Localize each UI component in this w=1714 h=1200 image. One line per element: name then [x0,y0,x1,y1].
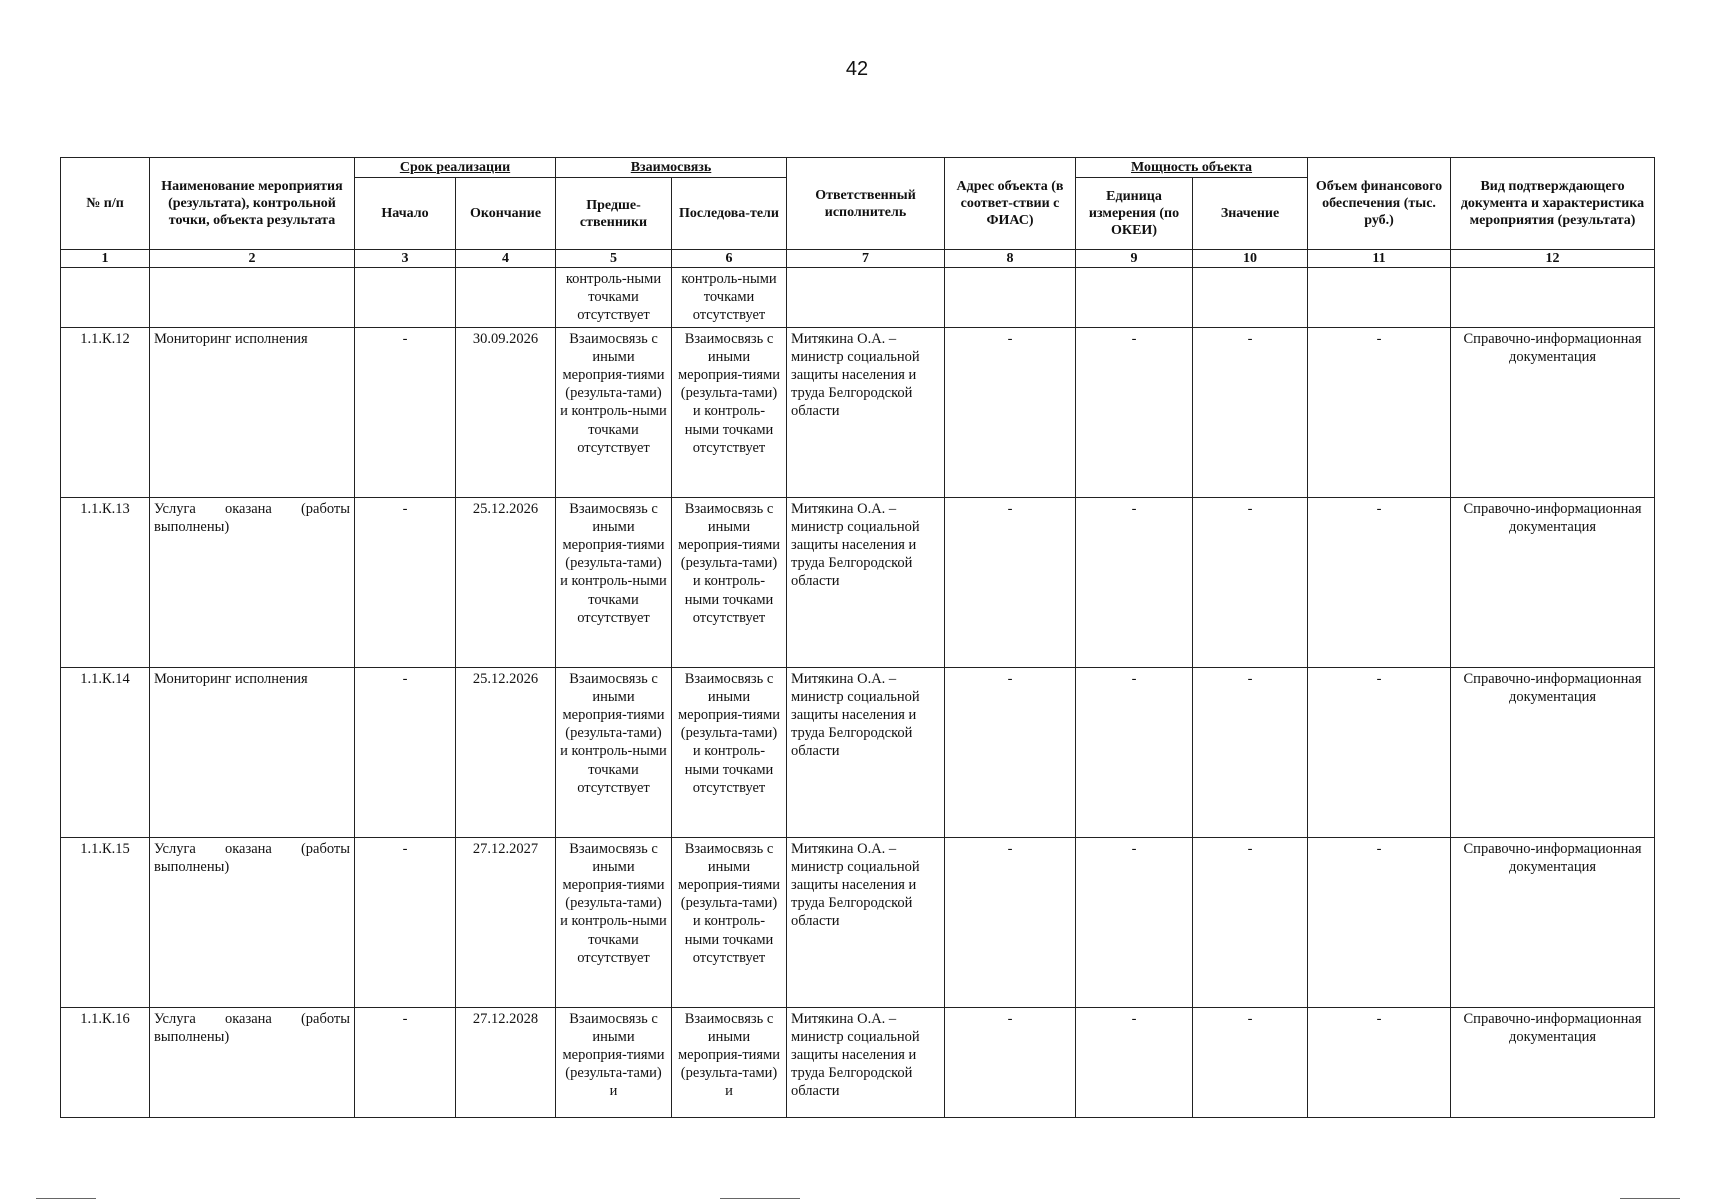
col-number: 2 [150,250,355,268]
header-document: Вид подтверждающего документа и характеристика мероприятия (результата) [1451,158,1655,250]
row-address: - [945,497,1076,667]
row-name: Мониторинг исполнения [150,327,355,497]
row-document: Справочно-информационная документация [1451,497,1655,667]
col-number: 1 [61,250,150,268]
row-address: - [945,327,1076,497]
col-number: 8 [945,250,1076,268]
table-row [61,837,1655,1007]
row-name: Мониторинг исполнения [150,667,355,837]
row-finance: - [1308,497,1451,667]
continuation-predecessors: контроль-ными точками отсутствует [556,268,672,328]
footer-rule [36,1198,96,1199]
col-number: 7 [787,250,945,268]
row-predecessors: Взаимосвязь с иными мероприя-тиями (результа-тами) и контроль-ными точками отсутствует [556,667,672,837]
row-end: 27.12.2027 [456,837,556,1007]
row-start: - [355,837,456,1007]
row-responsible: Митякина О.А. – министр социальной защиты населения и труда Белгородской области [787,837,945,1007]
row-responsible: Митякина О.А. – министр социальной защиты населения и труда Белгородской области [787,1007,945,1117]
col-number: 10 [1193,250,1308,268]
col-number: 5 [556,250,672,268]
row-address: - [945,1007,1076,1117]
row-id: 1.1.К.12 [61,327,150,497]
header-no: № п/п [61,158,150,250]
row-end: 30.09.2026 [456,327,556,497]
col-number: 11 [1308,250,1451,268]
row-unit: - [1076,497,1193,667]
column-numbers-row [61,250,1655,268]
continuation-successors: контроль-ными точками отсутствует [672,268,787,328]
page-number: 42 [845,58,869,80]
row-predecessors: Взаимосвязь с иными мероприя-тиями (результа-тами) и контроль-ными точками отсутствует [556,327,672,497]
row-start: - [355,1007,456,1117]
row-successors: Взаимосвязь с иными мероприя-тиями (результа-тами) и [672,1007,787,1117]
row-address: - [945,667,1076,837]
header-start: Начало [355,178,456,250]
header-predecessors: Предше-ственники [556,178,672,250]
header-successors: Последова-тели [672,178,787,250]
row-start: - [355,327,456,497]
footer-rule [720,1198,800,1199]
header-finance: Объем финансового обеспечения (тыс. руб.) [1308,158,1451,250]
row-value: - [1193,837,1308,1007]
row-end: 27.12.2028 [456,1007,556,1117]
row-value: - [1193,327,1308,497]
col-number: 6 [672,250,787,268]
row-finance: - [1308,837,1451,1007]
header-link: Взаимосвязь [556,158,787,178]
row-end: 25.12.2026 [456,667,556,837]
row-predecessors: Взаимосвязь с иными мероприя-тиями (результа-тами) и контроль-ными точками отсутствует [556,497,672,667]
header-unit: Единица измерения (по ОКЕИ) [1076,178,1193,250]
row-address: - [945,837,1076,1007]
row-start: - [355,667,456,837]
activities-table [60,157,1655,1118]
row-document: Справочно-информационная документация [1451,667,1655,837]
header-value: Значение [1193,178,1308,250]
row-responsible: Митякина О.А. – министр социальной защиты населения и труда Белгородской области [787,327,945,497]
header-name: Наименование мероприятия (результата), контрольной точки, объекта результата [150,158,355,250]
col-number: 9 [1076,250,1193,268]
footer-rule [1620,1198,1680,1199]
table-row [61,497,1655,667]
row-successors: Взаимосвязь с иными мероприя-тиями (результа-тами) и контроль-ными точками отсутствует [672,327,787,497]
row-start: - [355,497,456,667]
row-successors: Взаимосвязь с иными мероприя-тиями (результа-тами) и контроль-ными точками отсутствует [672,497,787,667]
row-value: - [1193,667,1308,837]
row-unit: - [1076,837,1193,1007]
col-number: 3 [355,250,456,268]
header-responsible: Ответственный исполнитель [787,158,945,250]
table-row [61,327,1655,497]
row-predecessors: Взаимосвязь с иными мероприя-тиями (результа-тами) и [556,1007,672,1117]
col-number: 4 [456,250,556,268]
row-name: Услуга оказана (работы выполнены) [150,1007,355,1117]
row-unit: - [1076,667,1193,837]
header-end: Окончание [456,178,556,250]
row-document: Справочно-информационная документация [1451,1007,1655,1117]
row-name: Услуга оказана (работы выполнены) [150,837,355,1007]
row-name: Услуга оказана (работы выполнены) [150,497,355,667]
row-end: 25.12.2026 [456,497,556,667]
row-id: 1.1.К.14 [61,667,150,837]
row-id: 1.1.К.15 [61,837,150,1007]
row-document: Справочно-информационная документация [1451,327,1655,497]
row-value: - [1193,497,1308,667]
table-row [61,667,1655,837]
row-responsible: Митякина О.А. – министр социальной защиты населения и труда Белгородской области [787,497,945,667]
row-successors: Взаимосвязь с иными мероприя-тиями (результа-тами) и контроль-ными точками отсутствует [672,667,787,837]
header-capacity: Мощность объекта [1076,158,1308,178]
row-value: - [1193,1007,1308,1117]
row-finance: - [1308,1007,1451,1117]
row-document: Справочно-информационная документация [1451,837,1655,1007]
continuation-row [61,268,1655,328]
header-address: Адрес объекта (в соответ-ствии с ФИАС) [945,158,1076,250]
row-predecessors: Взаимосвязь с иными мероприя-тиями (результа-тами) и контроль-ными точками отсутствует [556,837,672,1007]
row-responsible: Митякина О.А. – министр социальной защиты населения и труда Белгородской области [787,667,945,837]
table-row [61,1007,1655,1117]
row-id: 1.1.К.13 [61,497,150,667]
row-unit: - [1076,327,1193,497]
row-finance: - [1308,327,1451,497]
col-number: 12 [1451,250,1655,268]
row-id: 1.1.К.16 [61,1007,150,1117]
header-term: Срок реализации [355,158,556,178]
row-finance: - [1308,667,1451,837]
row-unit: - [1076,1007,1193,1117]
row-successors: Взаимосвязь с иными мероприя-тиями (результа-тами) и контроль-ными точками отсутствует [672,837,787,1007]
